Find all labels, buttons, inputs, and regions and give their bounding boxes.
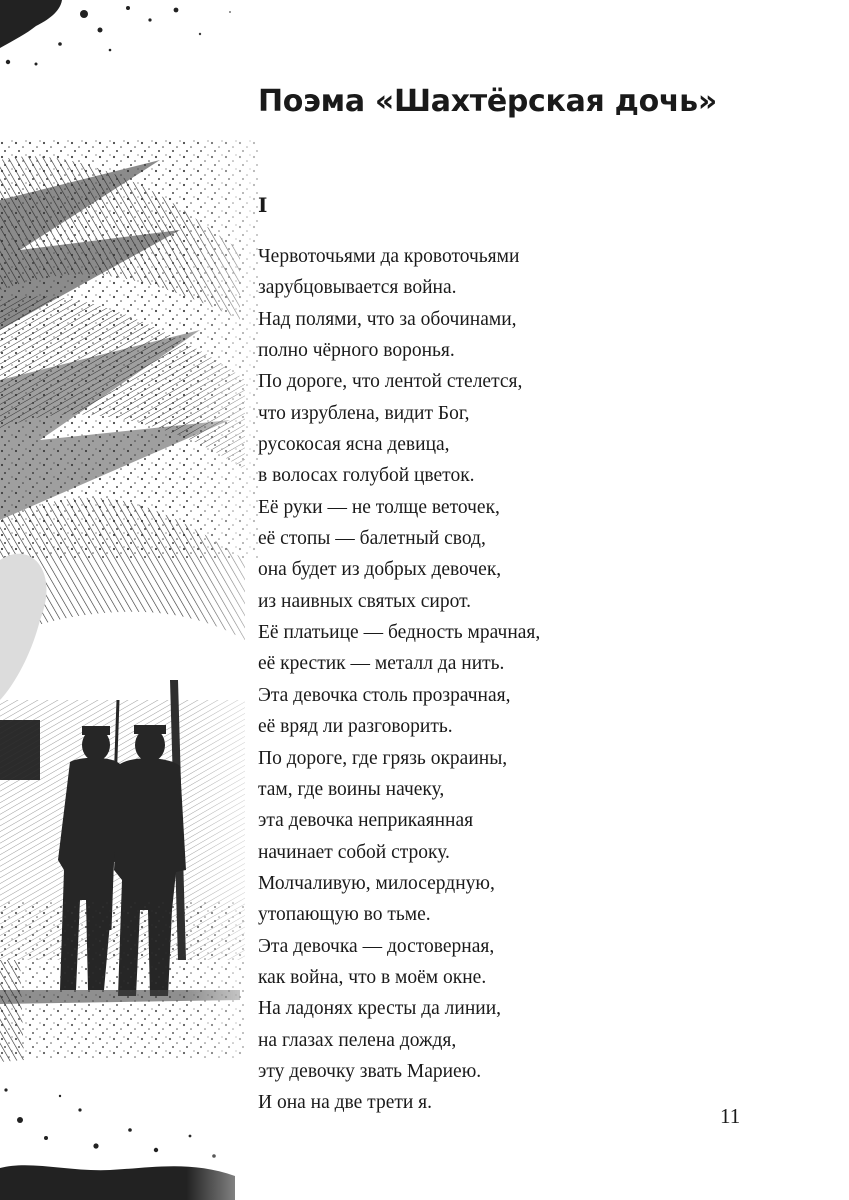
poem-line: что изрублена, видит Бог, [258, 402, 470, 424]
poem-line: там, где воины начеку, [258, 778, 445, 800]
poem [258, 241, 540, 1119]
poem-line: её стопы — балетный свод, [258, 528, 486, 550]
ink-illustration [0, 0, 300, 1200]
poem-line: Над полями, что за обочинами, [258, 308, 517, 330]
poem-line: Молчаливую, милосердную, [258, 872, 495, 894]
poem-line: она будет из добрых девочек, [258, 559, 502, 581]
poem-line: на глазах пелена дождя, [258, 1029, 457, 1051]
poem-line: полно чёрного воронья. [258, 340, 455, 362]
poem-line: Её платьице — бедность мрачная, [258, 622, 541, 644]
poem-line: На ладонях кресты да линии, [258, 998, 502, 1020]
poem-line: как война, что в моём окне. [258, 966, 487, 988]
poem-line: утопающую во тьме. [258, 904, 431, 926]
poem-line: Её руки — не толще веточек, [258, 496, 500, 518]
poem-line: русокосая ясна девица, [258, 434, 450, 456]
poem-line: из наивных святых сирот. [258, 590, 471, 612]
poem-line: По дороге, где грязь окраины, [258, 747, 508, 769]
poem-line: в волосах голубой цветок. [258, 465, 475, 487]
poem-line: Эта девочка — достоверная, [258, 935, 495, 957]
poem-line: Эта девочка столь прозрачная, [258, 684, 511, 706]
poem-line: начинает собой строку. [258, 841, 450, 863]
page-title: Поэма «Шахтёрская дочь» [258, 84, 717, 119]
poem-line: По дороге, что лентой стелется, [258, 371, 523, 393]
poem-line: зарубцовывается война. [258, 277, 457, 299]
poem-line: её вряд ли разговорить. [258, 716, 453, 738]
page-number: 11 [720, 1104, 741, 1128]
poem-line: Червоточьями да кровоточьями [258, 246, 520, 267]
poem-line: эта девочка неприкаянная [258, 810, 474, 832]
section-numeral: I [258, 193, 268, 217]
poem-line: её крестик — металл да нить. [258, 653, 505, 675]
poem-line: И она на две трети я. [258, 1092, 433, 1114]
poem-line: эту девочку звать Мариею. [258, 1060, 482, 1082]
